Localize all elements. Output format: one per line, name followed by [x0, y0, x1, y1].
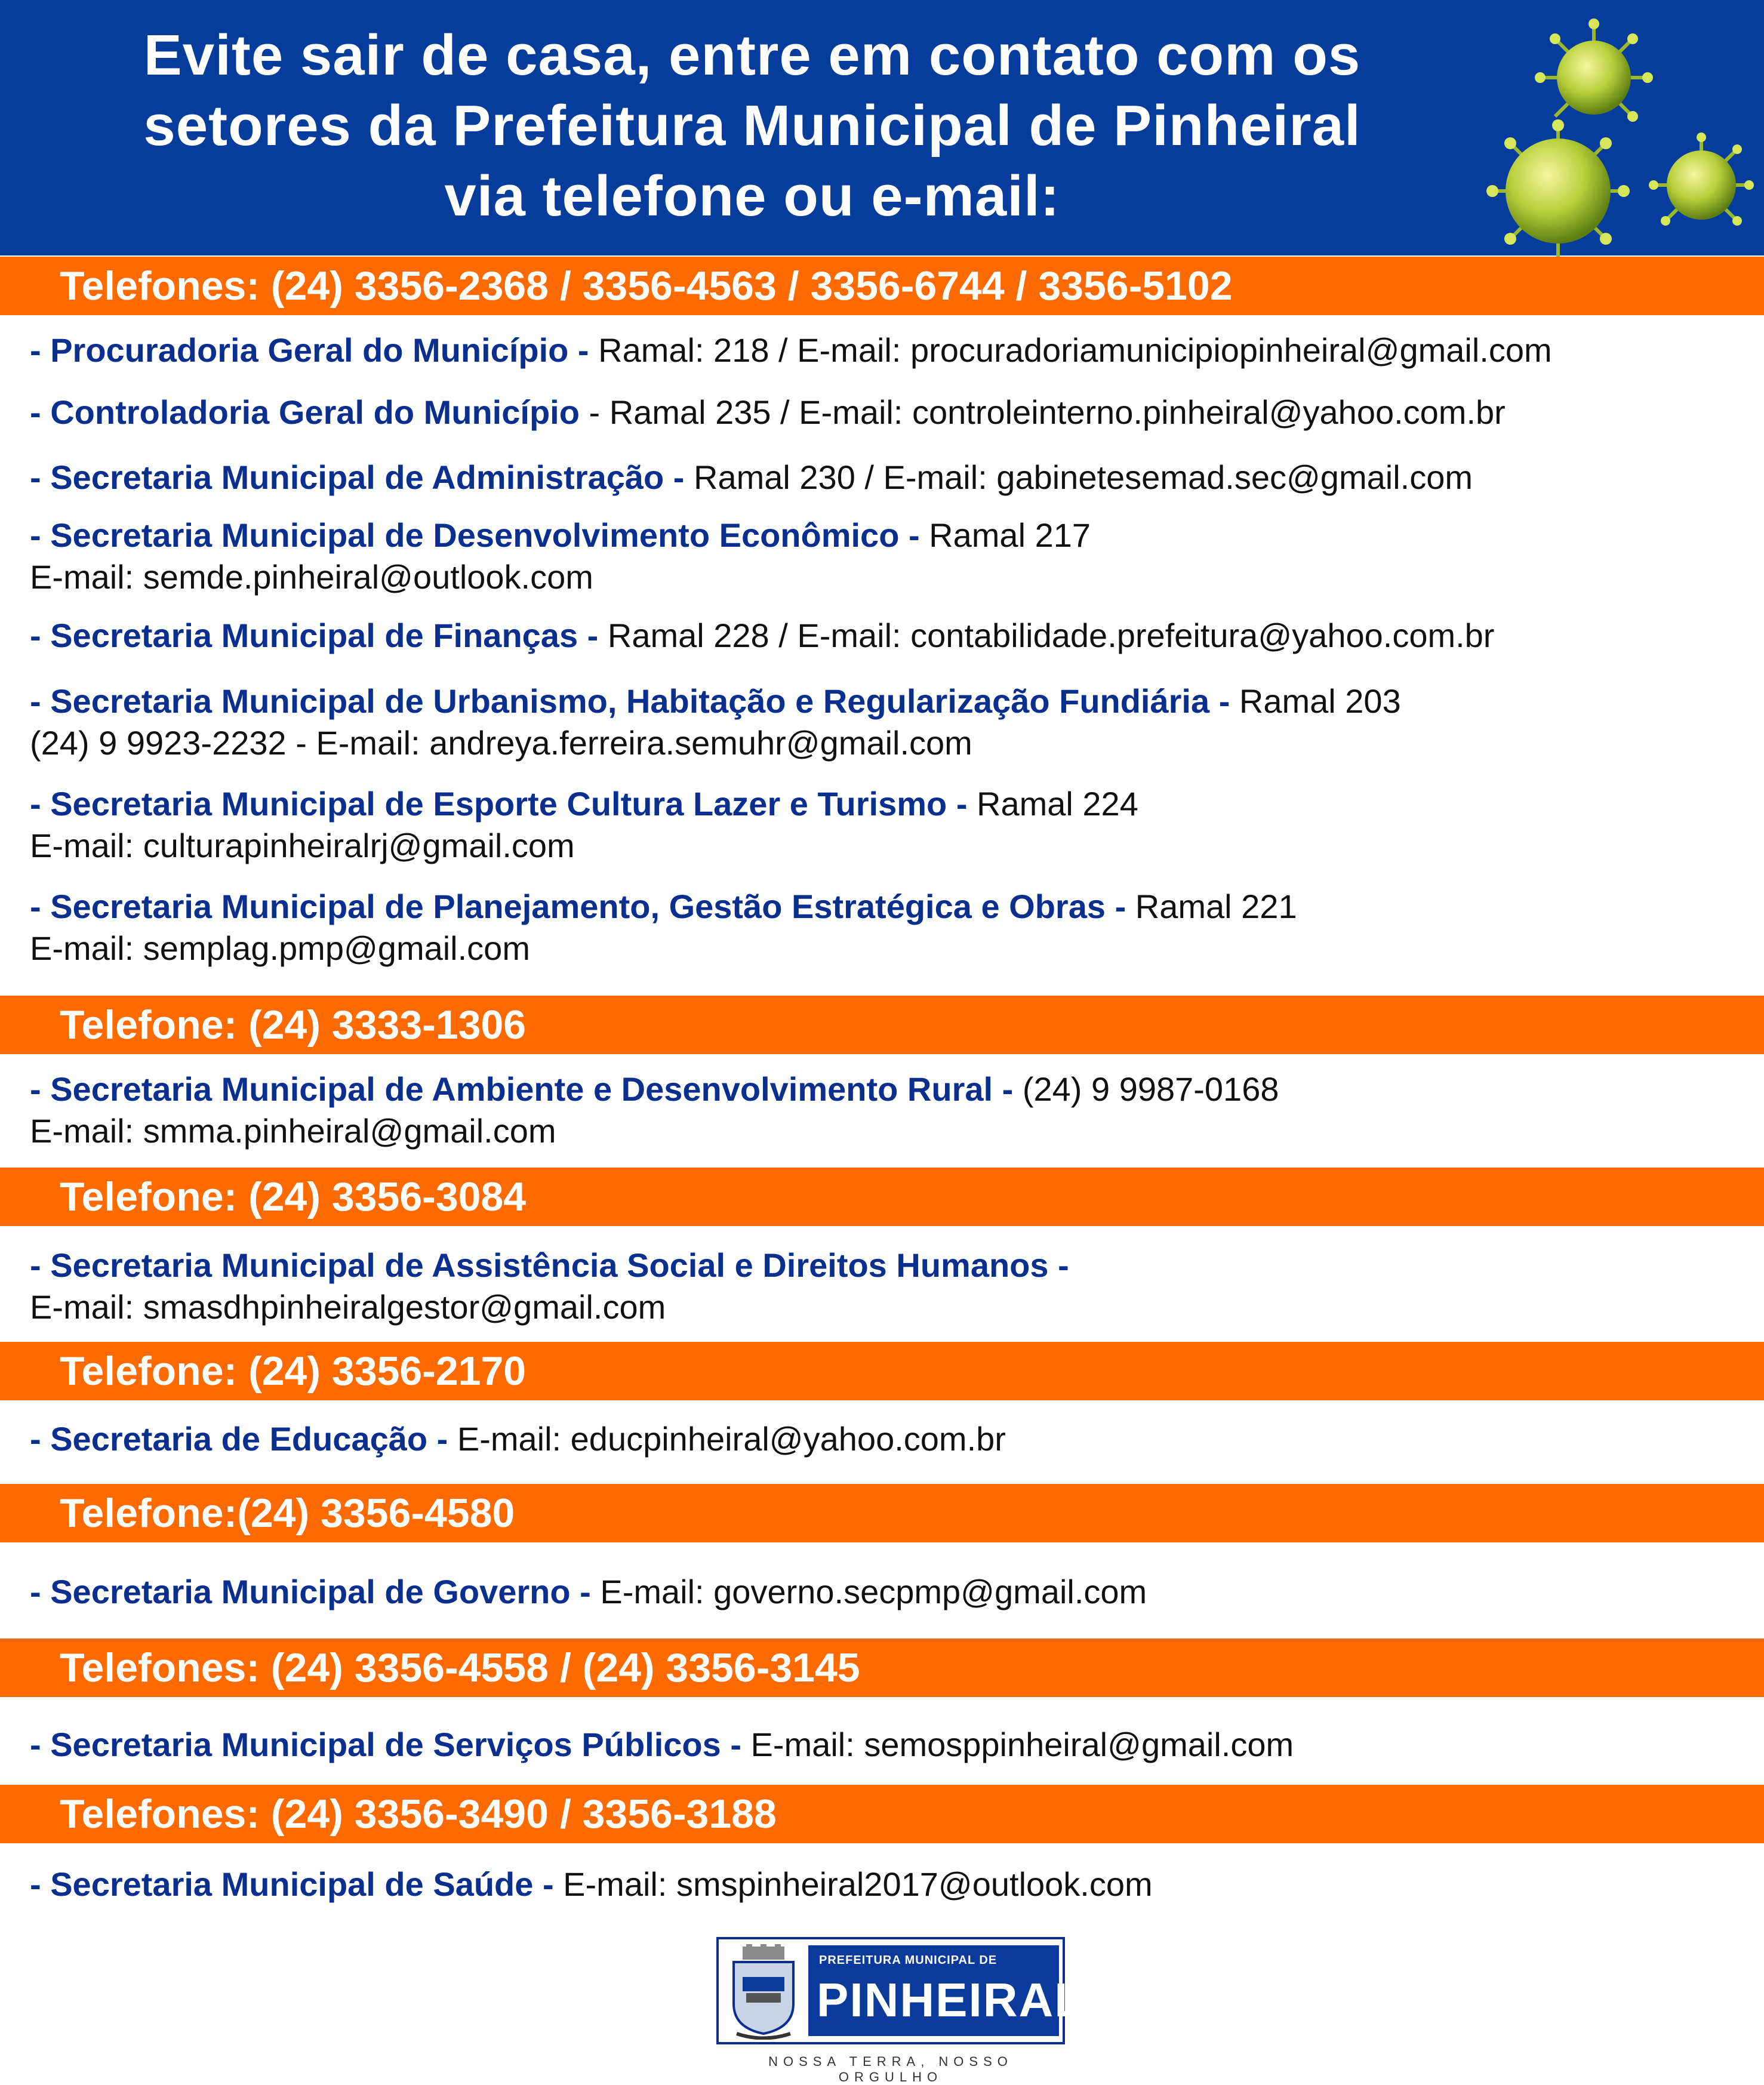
department-info: Ramal 230 / E-mail: gabinetesemad.sec@gmail.com: [684, 458, 1473, 496]
phone-band: Telefone: (24) 3333-1306: [0, 996, 1764, 1054]
department-entry: [30, 1068, 1749, 1152]
phone-band: Telefone:(24) 3356-4580: [0, 1484, 1764, 1542]
department-info: E-mail: educpinheiral@yahoo.com.br: [448, 1420, 1006, 1458]
prefeitura-logo: [716, 1937, 1085, 2084]
department-name: - Secretaria Municipal de Urbanismo, Habitação e Regularização Fundiária -: [30, 682, 1230, 720]
phone-band: Telefone: (24) 3356-2170: [0, 1342, 1764, 1400]
department-info: Ramal 217: [919, 516, 1091, 554]
department-name: - Secretaria Municipal de Serviços Públicos -: [30, 1726, 741, 1763]
department-info: Ramal 228 / E-mail: contabilidade.prefeitura@yahoo.com.br: [598, 617, 1495, 654]
department-entry: [30, 1571, 1749, 1613]
department-entry: [30, 615, 1749, 657]
logo-big-text: PINHEIRAL: [817, 1973, 1085, 2027]
logo-motto: NOSSA TERRA, NOSSO ORGULHO: [768, 2054, 1013, 2084]
department-info: E-mail: smspinheiral2017@outlook.com: [553, 1865, 1153, 1903]
department-name: - Secretaria Municipal de Esporte Cultura Lazer e Turismo -: [30, 785, 968, 823]
phone-band: Telefones: (24) 3356-4558 / (24) 3356-3145: [0, 1639, 1764, 1697]
department-email: E-mail: smma.pinheiral@gmail.com: [30, 1112, 556, 1150]
department-info: E-mail: governo.secpmp@gmail.com: [590, 1573, 1147, 1610]
department-entry: [30, 886, 1749, 969]
department-name: - Secretaria Municipal de Administração -: [30, 458, 685, 496]
header-title-line: via telefone ou e-mail:: [444, 164, 1060, 228]
header-title-line: Evite sair de casa, entre em contato com os: [143, 23, 1361, 87]
department-name: - Secretaria Municipal de Desenvolvimento Econômico -: [30, 516, 920, 554]
department-name: - Secretaria Municipal de Governo -: [30, 1573, 591, 1610]
department-email: (24) 9 9923-2232 - E-mail: andreya.ferreira.semuhr@gmail.com: [30, 724, 972, 762]
phone-band: Telefones: (24) 3356-3490 / 3356-3188: [0, 1785, 1764, 1843]
logo-text-panel: [808, 1945, 1085, 2036]
department-name: - Procuradoria Geral do Município -: [30, 331, 589, 369]
phone-band: Telefone: (24) 3356-3084: [0, 1168, 1764, 1226]
department-name: - Secretaria Municipal de Finanças -: [30, 617, 599, 654]
department-entry: [30, 515, 1749, 598]
department-info: Ramal: 218 / E-mail: procuradoriamunicipiopinheiral@gmail.com: [589, 331, 1552, 369]
department-entry: [30, 1864, 1749, 1905]
department-email: E-mail: semplag.pmp@gmail.com: [30, 929, 530, 967]
municipal-crest-icon: [725, 1944, 802, 2040]
department-info: Ramal 224: [967, 785, 1138, 823]
department-email: E-mail: culturapinheiralrj@gmail.com: [30, 827, 575, 864]
department-entry: [30, 680, 1749, 764]
department-name: - Controladoria Geral do Município: [30, 393, 580, 431]
phone-band: Telefones: (24) 3356-2368 / 3356-4563 / 3356-6744 / 3356-5102: [0, 257, 1764, 315]
logo-small-text: PREFEITURA MUNICIPAL DE: [819, 1954, 998, 1967]
department-info: Ramal 221: [1126, 888, 1297, 925]
department-entry: [30, 1418, 1749, 1460]
department-email: E-mail: semde.pinheiral@outlook.com: [30, 558, 593, 596]
department-entry: [30, 392, 1749, 433]
department-name: - Secretaria Municipal de Planejamento, Gestão Estratégica e Obras -: [30, 888, 1126, 925]
header-title: [24, 20, 1480, 232]
department-info: - Ramal 235 / E-mail: controleinterno.pinheiral@yahoo.com.br: [579, 393, 1506, 431]
department-entry: [30, 1724, 1749, 1766]
department-entry: [30, 329, 1749, 371]
header-banner: [0, 0, 1764, 255]
virus-illustration-icon: [1457, 12, 1761, 287]
header-title-line: setores da Prefeitura Municipal de Pinheiral: [143, 94, 1361, 158]
department-name: - Secretaria Municipal de Saúde -: [30, 1865, 554, 1903]
department-name: - Secretaria de Educação -: [30, 1420, 448, 1458]
department-email: E-mail: smasdhpinheiralgestor@gmail.com: [30, 1288, 666, 1326]
department-info: Ramal 203: [1230, 682, 1401, 720]
department-info: (24) 9 9987-0168: [1013, 1070, 1279, 1108]
department-name: - Secretaria Municipal de Assistência Social e Direitos Humanos -: [30, 1246, 1069, 1284]
department-info: E-mail: semosppinheiral@gmail.com: [741, 1726, 1294, 1763]
department-entry: [30, 783, 1749, 867]
logo-frame: [716, 1937, 1085, 2044]
department-name: - Secretaria Municipal de Ambiente e Desenvolvimento Rural -: [30, 1070, 1014, 1108]
department-entry: [30, 1245, 1749, 1328]
department-entry: [30, 457, 1749, 498]
